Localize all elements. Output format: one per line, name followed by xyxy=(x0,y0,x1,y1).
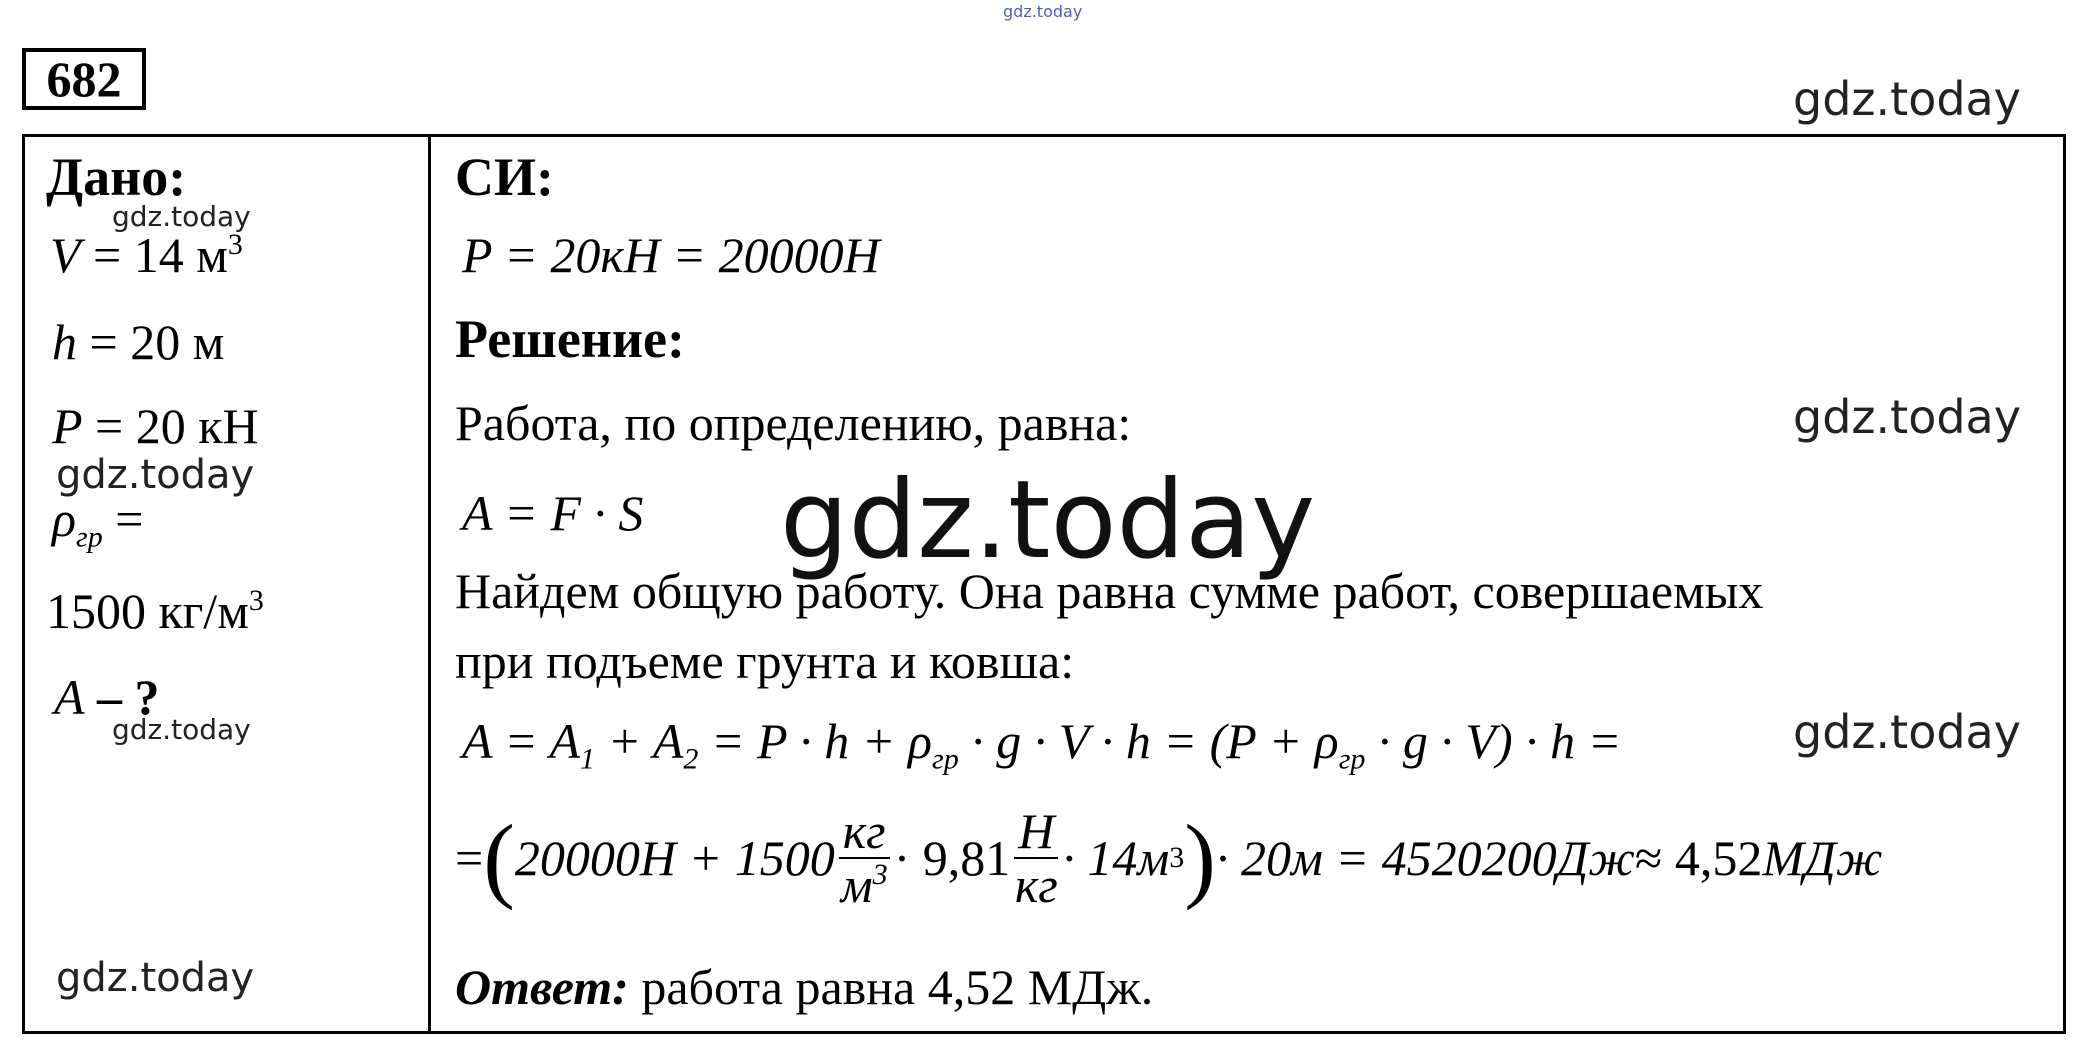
given-density xyxy=(52,490,143,555)
unit: Дж xyxy=(1556,830,1635,886)
exponent: 3 xyxy=(248,584,264,617)
denominator: кг xyxy=(1014,857,1058,913)
numerator: кг xyxy=(839,805,890,860)
value: = 14 м xyxy=(80,227,228,283)
subscript: 1 xyxy=(580,742,596,776)
unit: МДж xyxy=(1762,830,1883,886)
value: 1500 кг/м xyxy=(46,583,249,639)
watermark: gdz.today xyxy=(56,955,255,1001)
given-volume xyxy=(50,226,243,284)
var-h: h xyxy=(52,314,77,370)
solution-text-1: Работа, по определению, равна: xyxy=(455,395,1132,451)
term: · 20м = 4520200 xyxy=(1215,830,1557,886)
watermark: gdz.today xyxy=(112,200,251,233)
subscript: 2 xyxy=(683,742,699,776)
solution-text-3: при подъеме грунта и ковша: xyxy=(455,633,1075,689)
given-height xyxy=(52,313,224,371)
subscript: гр xyxy=(932,742,959,776)
question: – ? xyxy=(84,669,160,725)
answer-label: Ответ: xyxy=(455,959,629,1015)
solution-text-2: Найдем общую работу. Она равна сумме работ, совершаемых xyxy=(455,563,1764,619)
paren-close: ) xyxy=(1184,805,1216,911)
var-p: P xyxy=(52,398,83,454)
var-v: V xyxy=(50,227,81,283)
term: · 14м xyxy=(1062,830,1170,886)
watermark: gdz.today xyxy=(112,713,251,746)
term: · 9,81 xyxy=(893,830,1011,886)
given-weight xyxy=(52,397,259,455)
fraction-g-unit xyxy=(1014,802,1058,913)
watermark: gdz.today xyxy=(1793,390,2021,444)
term: · g · V · h = xyxy=(958,713,1210,769)
formula-work: A = F · S xyxy=(462,485,644,541)
watermark-large: gdz.today xyxy=(780,458,1316,583)
equals: = xyxy=(455,830,484,886)
subscript: гр xyxy=(76,520,103,554)
given-density-value xyxy=(46,582,264,640)
answer-text: работа равна 4,52 МДж. xyxy=(628,959,1154,1015)
problem-number: 682 xyxy=(22,48,146,110)
term: · g · V) · h = xyxy=(1365,713,1622,769)
answer xyxy=(455,958,1153,1016)
given-unknown xyxy=(54,668,160,726)
term: 20000Н + 1500 xyxy=(514,830,835,886)
value: = 20 кН xyxy=(82,398,259,454)
watermark: gdz.today xyxy=(1793,72,2021,126)
watermark: gdz.today xyxy=(1793,705,2021,759)
exponent: 3 xyxy=(872,858,888,891)
var-a: A xyxy=(54,669,85,725)
si-conversion: P = 20кН = 20000Н xyxy=(462,227,880,283)
watermark-top: gdz.today xyxy=(1003,2,1083,21)
denominator xyxy=(839,859,890,912)
term: = P · h + ρ xyxy=(698,713,933,769)
value: = 20 м xyxy=(77,314,225,370)
watermark: gdz.today xyxy=(56,452,255,498)
term: ≈ 4,52 xyxy=(1634,830,1763,886)
equals: = xyxy=(102,491,144,547)
si-header: СИ: xyxy=(455,147,554,207)
subscript: гр xyxy=(1338,742,1366,776)
fraction-density-unit xyxy=(839,802,890,913)
numerator: Н xyxy=(1014,805,1058,860)
exponent: 3 xyxy=(227,228,243,261)
given-header: Дано: xyxy=(46,147,187,207)
term: (P + ρ xyxy=(1209,713,1339,769)
var-rho: ρ xyxy=(52,491,76,547)
exponent: 3 xyxy=(1169,841,1185,874)
denominator-text: м xyxy=(840,857,873,913)
solution-header: Решение: xyxy=(455,309,685,369)
formula-total-work xyxy=(462,712,1621,777)
column-divider xyxy=(428,134,431,1034)
term: A = A xyxy=(462,713,581,769)
term: + A xyxy=(595,713,684,769)
formula-calculation xyxy=(455,798,1882,918)
paren-open: ( xyxy=(483,805,515,911)
